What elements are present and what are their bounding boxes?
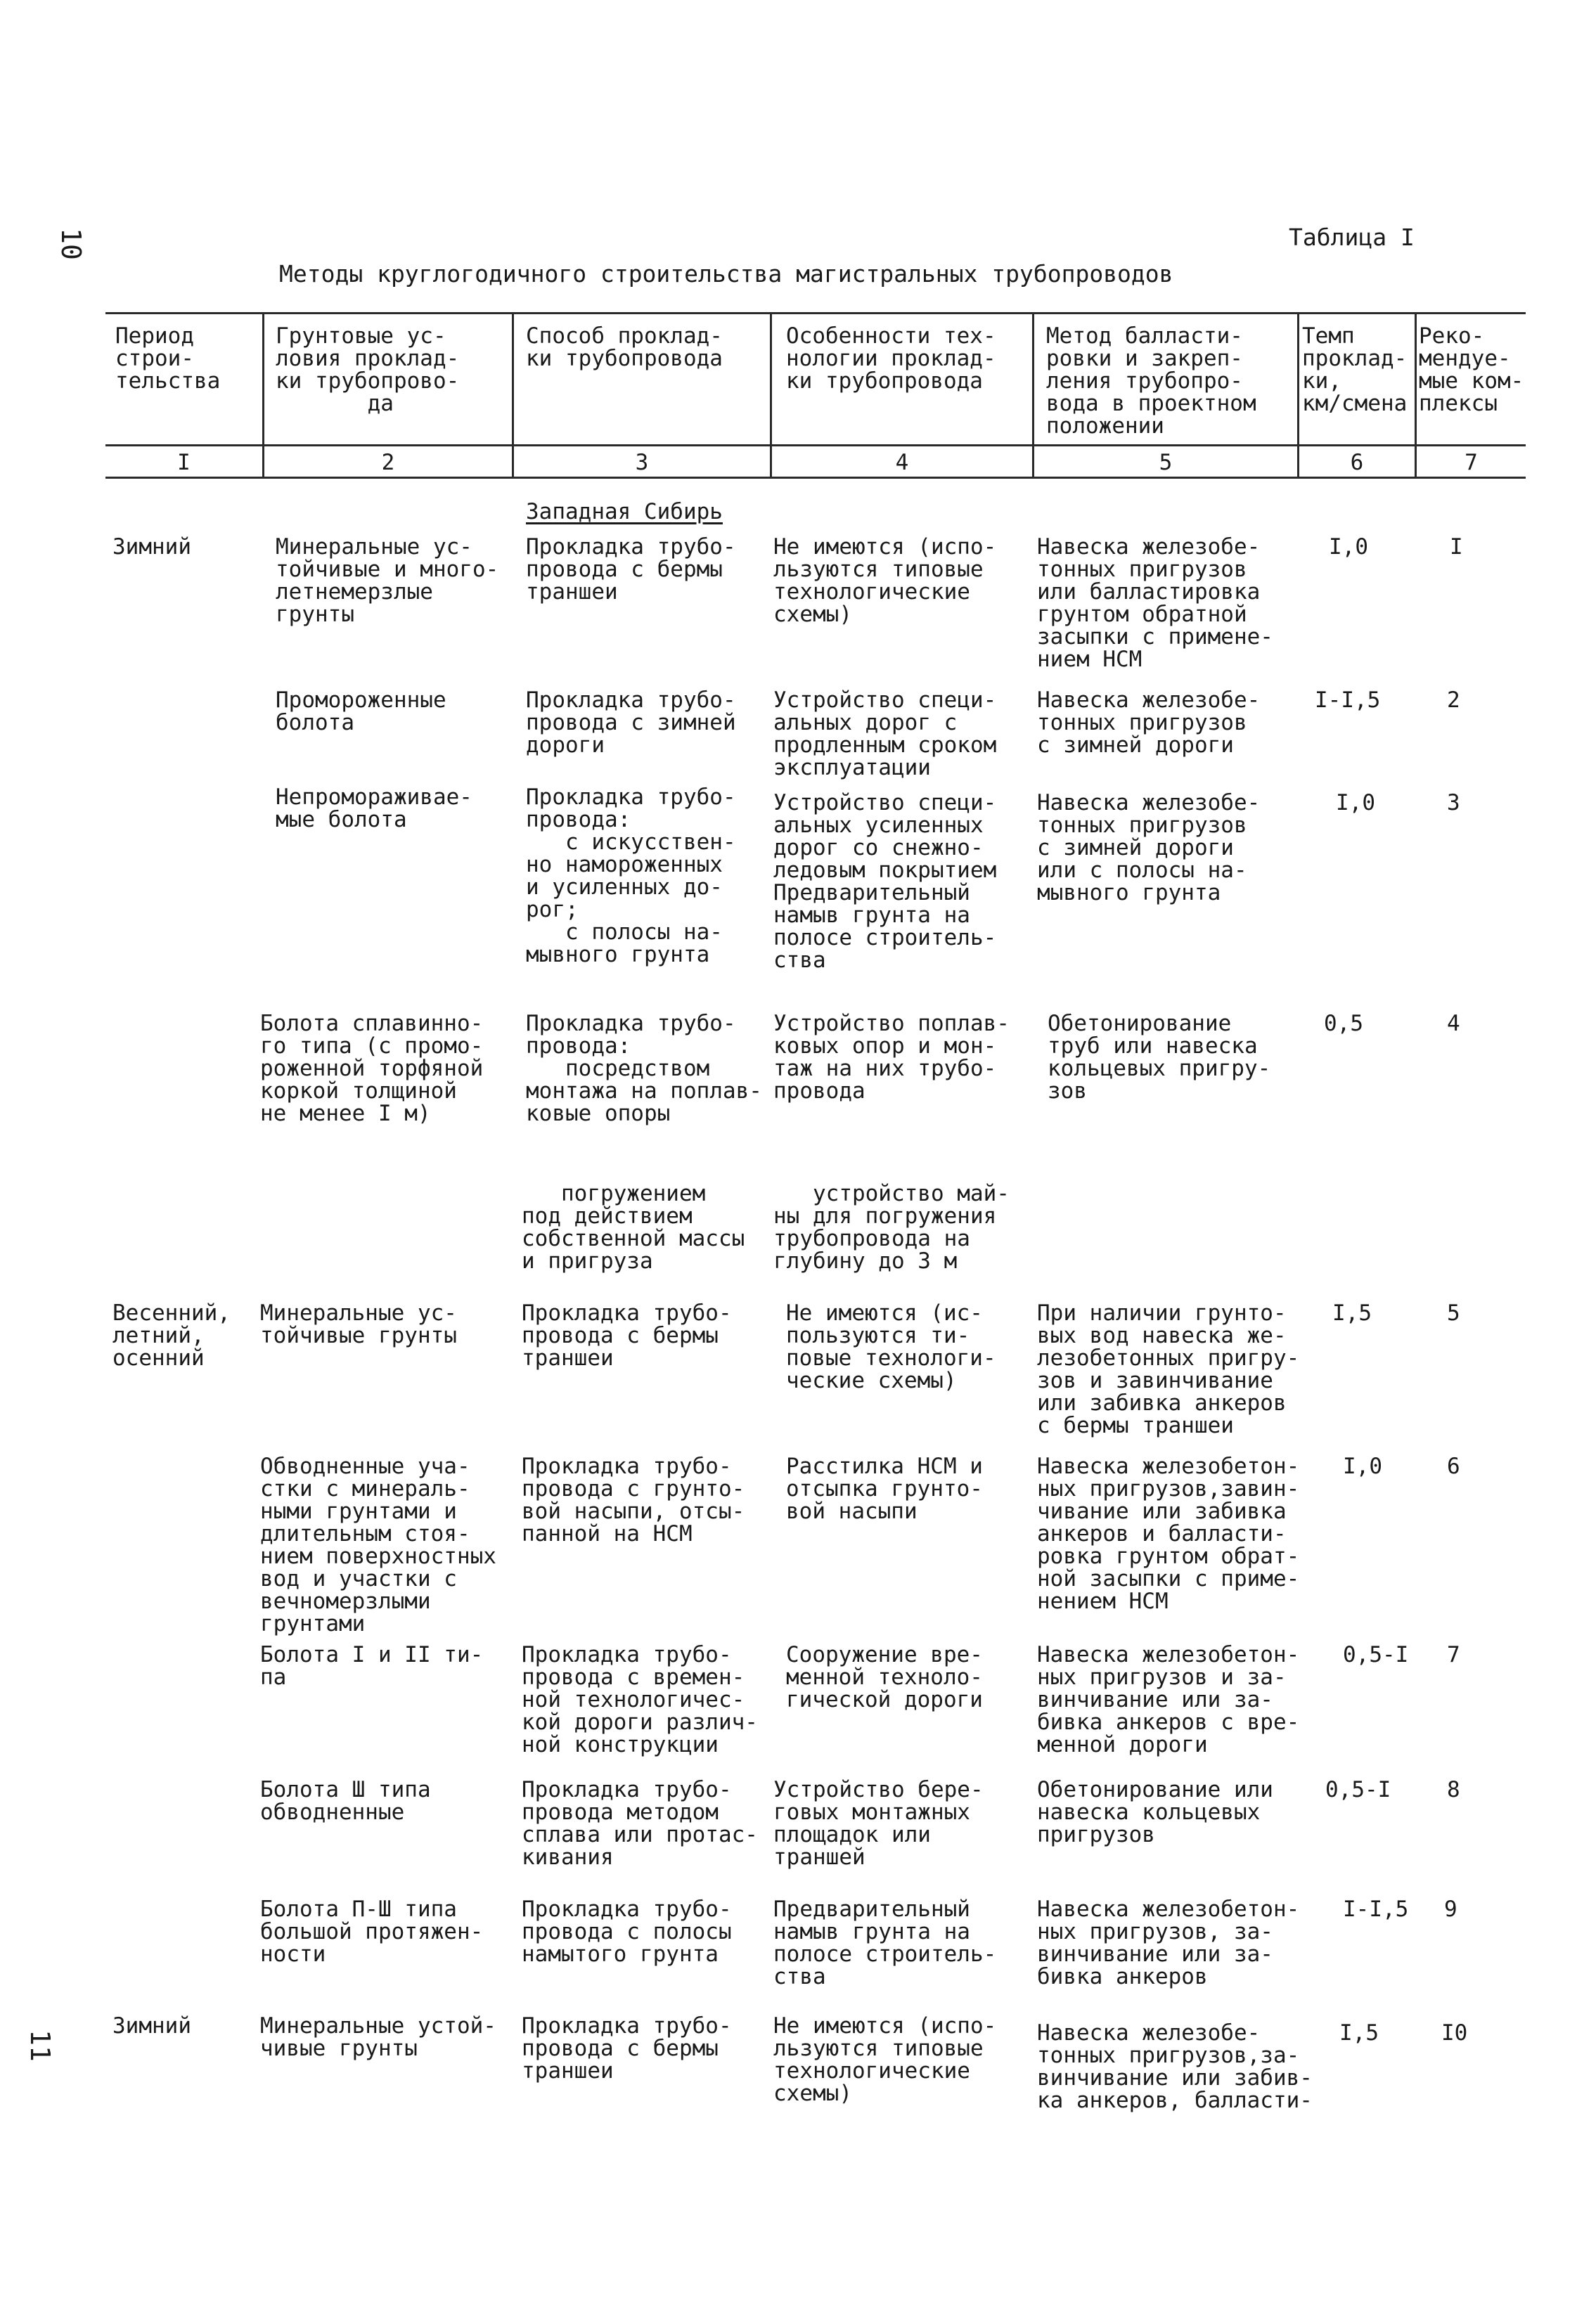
cell-method: Прокладка трубо- провода с бермы траншеи: [522, 1300, 732, 1371]
cell-complex: 8: [1447, 1777, 1460, 1802]
cell-period: Зимний: [112, 534, 191, 560]
cell-features: Сооружение вре- менной техноло- гической дороги: [786, 1642, 983, 1712]
cell-complex: I0: [1441, 2020, 1468, 2046]
page-number-top: 10: [55, 228, 86, 260]
cell-method: Прокладка трубо- провода: посредством монтажа на поплав- ковые опоры: [526, 1011, 762, 1126]
cell-features: Не имеются (испо- льзуются типовые технологические схемы): [773, 2013, 997, 2106]
cell-ballast: Навеска железобетон- ных пригрузов, за- винчивание или за- бивка анкеров: [1037, 1897, 1300, 1989]
cell-method: Прокладка трубо- провода: с искусствен- но намороженных и усиленных до- рог; с полосы на- мывного грунта: [526, 785, 736, 967]
cell-rate: I-I,5: [1315, 687, 1381, 713]
cell-soil: Минеральные ус- тойчивые и много- летнемерзлые грунты: [276, 534, 499, 627]
cell-complex: I: [1450, 534, 1463, 560]
cell-features: Устройство бере- говых монтажных площадок или траншей: [773, 1777, 984, 1870]
cell-ballast: Навеска железобетон- ных пригрузов и за- винчивание или за- бивка анкеров с вре- менной дороги: [1037, 1642, 1300, 1757]
header-cell: Грунтовые ус- ловия проклад- ки трубопрово- да: [276, 323, 460, 416]
cell-ballast: Навеска железобе- тонных пригрузов с зимней дороги: [1037, 687, 1261, 758]
column-number: 7: [1465, 450, 1478, 475]
cell-complex: 7: [1447, 1642, 1460, 1667]
cell-ballast: При наличии грунто- вых вод навеска же- лезобетонных пригру- зов и завинчивание или забивка анкеров с бермы траншеи: [1037, 1300, 1300, 1438]
cell-method: Прокладка трубо- провода методом сплава или протас- кивания: [522, 1777, 758, 1870]
header-cell: Особенности тех- нологии проклад- ки трубопровода: [786, 323, 996, 394]
cell-features: Устройство специ- альных дорог с продленным сроком эксплуатации: [773, 687, 997, 780]
cell-features: Не имеются (ис- пользуются ти- повые технологи- ческие схемы): [786, 1300, 996, 1393]
cell-features: Устройство специ- альных усиленных дорог со снежно- ледовым покрытием Предварительный намыв грунта на полосе строитель- ства: [773, 790, 997, 973]
cell-complex: 2: [1447, 687, 1460, 713]
cell-ballast: Навеска железобе- тонных пригрузов,за- винчивание или забив- ка анкеров, балласти-: [1037, 2020, 1313, 2113]
cell-period: Весенний, летний, осенний: [112, 1300, 231, 1371]
cell-features: Устройство поплав- ковых опор и мон- таж на них трубо- провода: [773, 1011, 1010, 1104]
cell-features: Расстилка НСМ и отсыпка грунто- вой насыпи: [786, 1454, 983, 1524]
cell-period: Зимний: [112, 2013, 191, 2039]
header-cell: Метод балласти- ровки и закреп- ления трубопро- вода в проектном положении: [1046, 323, 1256, 439]
cell-rate: 0,5: [1324, 1011, 1363, 1036]
cell-method: Прокладка трубо- провода с грунто- вой насыпи, отсы- панной на НСМ: [522, 1454, 745, 1547]
cell-ballast: Обетонирование труб или навеска кольцевых пригру- зов: [1048, 1011, 1271, 1104]
cell-features: Предварительный намыв грунта на полосе строитель- ства: [773, 1897, 997, 1989]
cell-method: Прокладка трубо- провода с бермы траншеи: [522, 2013, 732, 2084]
cell-rate: I,5: [1339, 2020, 1379, 2046]
header-cell: Период строи- тельства: [115, 323, 221, 394]
table-top-rule: [105, 312, 1526, 314]
column-number: 5: [1159, 450, 1173, 475]
cell-rate: 0,5-I: [1325, 1777, 1391, 1802]
cell-ballast: Обетонирование или навеска кольцевых пригрузов: [1037, 1777, 1273, 1847]
column-number: 2: [381, 450, 395, 475]
cell-soil: Непромораживае- мые болота: [276, 785, 472, 832]
cell-soil: Болота I и II ти- па: [260, 1642, 484, 1690]
cell-soil: Минеральные ус- тойчивые грунты: [260, 1300, 457, 1348]
cell-method: Прокладка трубо- провода с полосы намытого грунта: [522, 1897, 732, 1967]
cell-features: Не имеются (испо- льзуются типовые технологические схемы): [773, 534, 997, 627]
cell-features: устройство май- ны для погружения трубопровода на глубину до 3 м: [773, 1181, 1010, 1274]
cell-method: Прокладка трубо- провода с зимней дороги: [526, 687, 736, 758]
column-number: I: [177, 450, 191, 475]
cell-soil: Минеральные устой- чивые грунты: [260, 2013, 496, 2061]
cell-method: Прокладка трубо- провода с времен- ной технологичес- кой дороги различ- ной конструкции: [522, 1642, 758, 1757]
header-cell: Способ проклад- ки трубопровода: [526, 323, 723, 371]
cell-method: погружением под действием собственной массы и пригруза: [522, 1181, 745, 1274]
cell-ballast: Навеска железобетон- ных пригрузов,завин- чивание или забивка анкеров и балласти- ровка грунтом обрат- ной засыпки с приме- нением НСМ: [1037, 1454, 1300, 1614]
cell-complex: 5: [1447, 1300, 1460, 1326]
cell-rate: I,0: [1343, 1454, 1382, 1479]
cell-complex: 4: [1447, 1011, 1460, 1036]
table-label: Таблица I: [1289, 224, 1415, 251]
cell-soil: Болота Ш типа обводненные: [260, 1777, 431, 1825]
cell-ballast: Навеска железобе- тонных пригрузов с зимней дороги или с полосы на- мывного грунта: [1037, 790, 1261, 905]
cell-soil: Промороженные болота: [276, 687, 446, 735]
cell-rate: 0,5-I: [1343, 1642, 1409, 1667]
cell-rate: I,5: [1332, 1300, 1372, 1326]
page-title: Методы круглогодичного строительства магистральных трубопроводов: [279, 260, 1173, 288]
cell-rate: I-I,5: [1343, 1897, 1409, 1922]
cell-complex: 6: [1447, 1454, 1460, 1479]
cell-soil: Болота сплавинно- го типа (с промо- роженной торфяной коркой толщиной не менее I м): [260, 1011, 484, 1126]
colnum-bottom-rule: [105, 477, 1526, 479]
cell-method: Прокладка трубо- провода с бермы траншеи: [526, 534, 736, 605]
cell-complex: 3: [1447, 790, 1460, 815]
header-cell: Реко- мендуе- мые ком- плексы: [1419, 323, 1524, 416]
column-number: 3: [635, 450, 649, 475]
cell-complex: 9: [1444, 1897, 1457, 1922]
region-heading: Западная Сибирь: [526, 499, 723, 524]
cell-soil: Обводненные уча- стки с минераль- ными грунтами и длительным стоя- нием поверхностных вод и участки с вечномерзлыми грунтами: [260, 1454, 496, 1637]
cell-soil: Болота П-Ш типа большой протяжен- ности: [260, 1897, 484, 1967]
cell-rate: I,0: [1329, 534, 1368, 560]
column-number: 6: [1350, 450, 1364, 475]
header-bottom-rule: [105, 444, 1526, 446]
page-number-bottom: 11: [24, 2029, 56, 2062]
header-cell: Темп проклад- ки, км/смена: [1302, 323, 1408, 416]
cell-ballast: Навеска железобе- тонных пригрузов или балластировка грунтом обратной засыпки с примене- нием НСМ: [1037, 534, 1273, 672]
cell-rate: I,0: [1336, 790, 1375, 815]
column-number: 4: [895, 450, 909, 475]
